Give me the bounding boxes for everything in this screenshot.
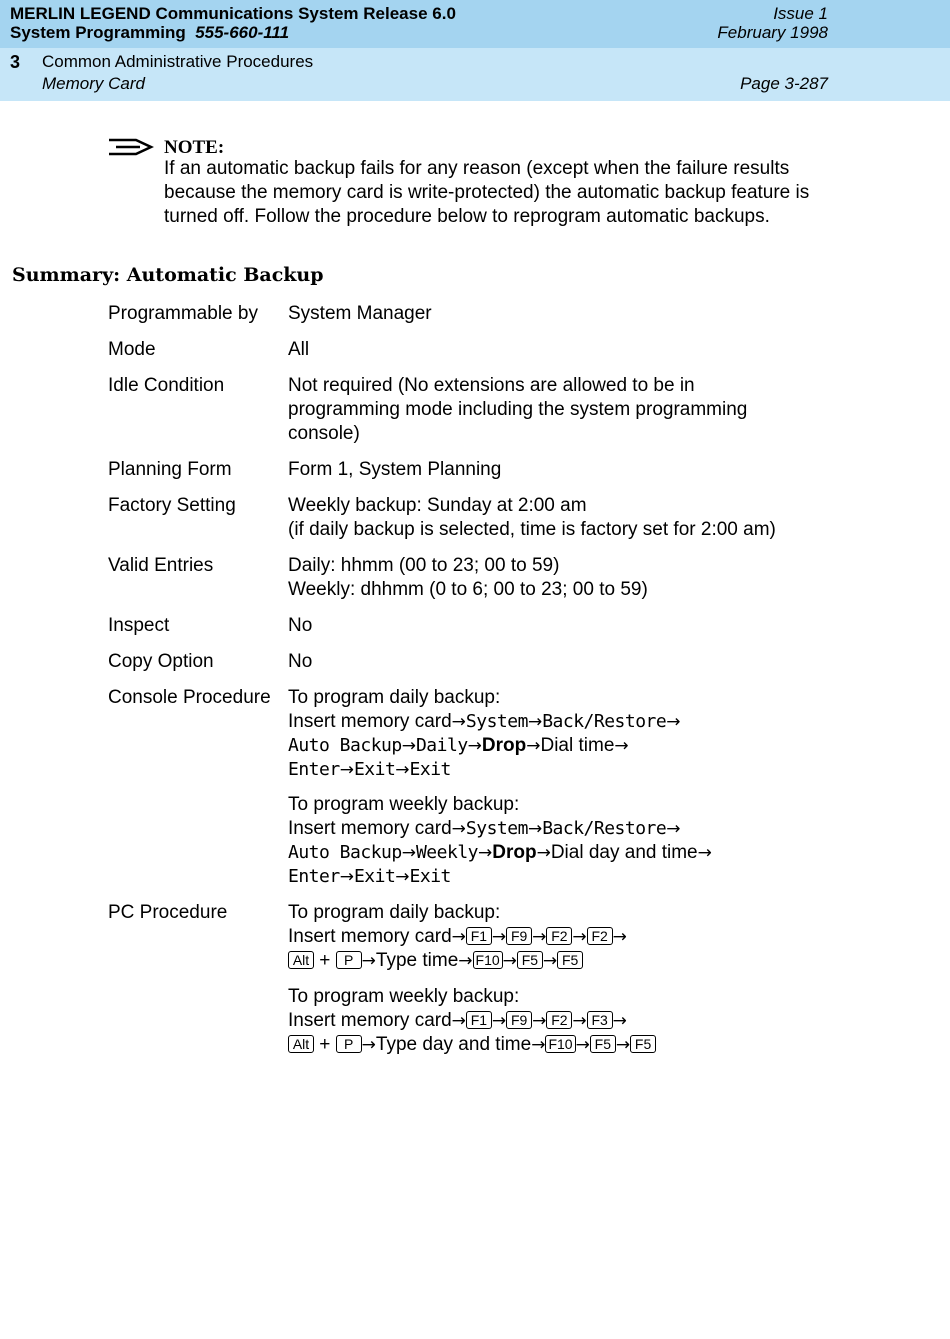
- key-f10: F10: [545, 1035, 575, 1053]
- value-line: Not required (No extensions are allowed to be in: [288, 375, 695, 396]
- console-weekly-step-2: Auto Backup→Weekly→Drop→Dial day and time→: [288, 842, 712, 863]
- pc-weekly-procedure: [288, 985, 656, 1057]
- key-f1: F1: [466, 927, 492, 945]
- label-planning-form: Planning Form: [108, 459, 232, 480]
- label-console-procedure: Console Procedure: [108, 687, 271, 708]
- value-factory-setting: [288, 494, 776, 542]
- key-p: P: [336, 951, 362, 969]
- issue-label: Issue 1: [773, 4, 828, 23]
- label-programmable-by: Programmable by: [108, 303, 258, 324]
- label-inspect: Inspect: [108, 615, 170, 636]
- value-inspect: No: [288, 615, 313, 636]
- console-daily-step-1: Insert memory card→System→Back/Restore→: [288, 711, 681, 732]
- note-icon: [108, 137, 154, 157]
- pc-weekly-step-1: Insert memory card→ F1 → F9 → F2 → F3 →: [288, 1010, 627, 1031]
- label-idle-condition: Idle Condition: [108, 375, 225, 396]
- console-daily-intro: To program daily backup:: [288, 687, 501, 708]
- key-f2: F2: [546, 1011, 572, 1029]
- pc-daily-step-1: Insert memory card→ F1 → F9 → F2 → F2 →: [288, 926, 627, 947]
- value-line: console): [288, 423, 360, 444]
- value-mode: All: [288, 339, 310, 360]
- label-copy-option: Copy Option: [108, 651, 214, 672]
- key-f10: F10: [473, 951, 503, 969]
- label-valid-entries: Valid Entries: [108, 555, 214, 576]
- console-daily-step-2: Auto Backup→Daily→Drop→Dial time→: [288, 735, 629, 756]
- page-number: Page 3-287: [740, 74, 828, 93]
- note-title: NOTE:: [164, 137, 225, 158]
- value-copy-option: No: [288, 651, 313, 672]
- key-p: P: [336, 1035, 362, 1053]
- key-f5: F5: [517, 951, 543, 969]
- value-line: Weekly backup: Sunday at 2:00 am: [288, 495, 587, 516]
- label-factory-setting: Factory Setting: [108, 495, 236, 516]
- key-f5: F5: [557, 951, 583, 969]
- console-daily-step-3: Enter→Exit→Exit: [288, 759, 451, 780]
- value-line: Daily: hhmm (00 to 23; 00 to 59): [288, 555, 560, 576]
- value-line: (if daily backup is selected, time is factory set for 2:00 am): [288, 519, 776, 540]
- document-number: 555-660-111: [195, 23, 290, 42]
- console-weekly-procedure: [288, 793, 712, 889]
- issue-date: February 1998: [717, 23, 828, 42]
- pc-weekly-step-2: Alt + P →Type day and time→ F10 → F5 → F5: [288, 1033, 656, 1057]
- key-f2: F2: [587, 927, 613, 945]
- console-weekly-step-3: Enter→Exit→Exit: [288, 866, 451, 887]
- key-f2: F2: [546, 927, 572, 945]
- value-idle-condition: [288, 374, 747, 446]
- value-line: Weekly: dhhmm (0 to 6; 00 to 23; 00 to 59): [288, 579, 648, 600]
- label-mode: Mode: [108, 339, 156, 360]
- key-f9: F9: [506, 1011, 532, 1029]
- key-alt: Alt: [288, 951, 314, 969]
- document-subtitle: System Programming 555-660-111: [10, 23, 290, 42]
- key-f3: F3: [587, 1011, 613, 1029]
- key-f5: F5: [590, 1035, 616, 1053]
- pc-daily-intro: To program daily backup:: [288, 902, 501, 923]
- value-programmable-by: System Manager: [288, 303, 432, 324]
- note-text: If an automatic backup fails for any reason (except when the failure results because the memory card is write-protected) the automatic backup feature is turned off. Follow the procedure below to reprogram automatic backups.: [164, 158, 810, 227]
- page-header: [0, 0, 950, 101]
- section-heading: Summary: Automatic Backup: [12, 264, 324, 286]
- console-weekly-step-1: Insert memory card→System→Back/Restore→: [288, 818, 681, 839]
- section-name: Memory Card: [42, 74, 145, 93]
- key-alt: Alt: [288, 1035, 314, 1053]
- key-f9: F9: [506, 927, 532, 945]
- pc-daily-procedure: [288, 901, 627, 973]
- chapter-title: Common Administrative Procedures: [42, 52, 314, 71]
- chapter-number: 3: [10, 52, 21, 72]
- value-planning-form: Form 1, System Planning: [288, 459, 502, 480]
- key-f5: F5: [630, 1035, 656, 1053]
- pc-daily-step-2: Alt + P →Type time→ F10 → F5 → F5: [288, 949, 627, 973]
- console-weekly-intro: To program weekly backup:: [288, 794, 520, 815]
- document-title: MERLIN LEGEND Communications System Release 6.0: [10, 4, 456, 23]
- value-valid-entries: [288, 554, 648, 602]
- label-pc-procedure: PC Procedure: [108, 902, 228, 923]
- pc-weekly-intro: To program weekly backup:: [288, 986, 520, 1007]
- value-line: programming mode including the system programming: [288, 399, 748, 420]
- console-daily-procedure: [288, 686, 680, 782]
- key-f1: F1: [466, 1011, 492, 1029]
